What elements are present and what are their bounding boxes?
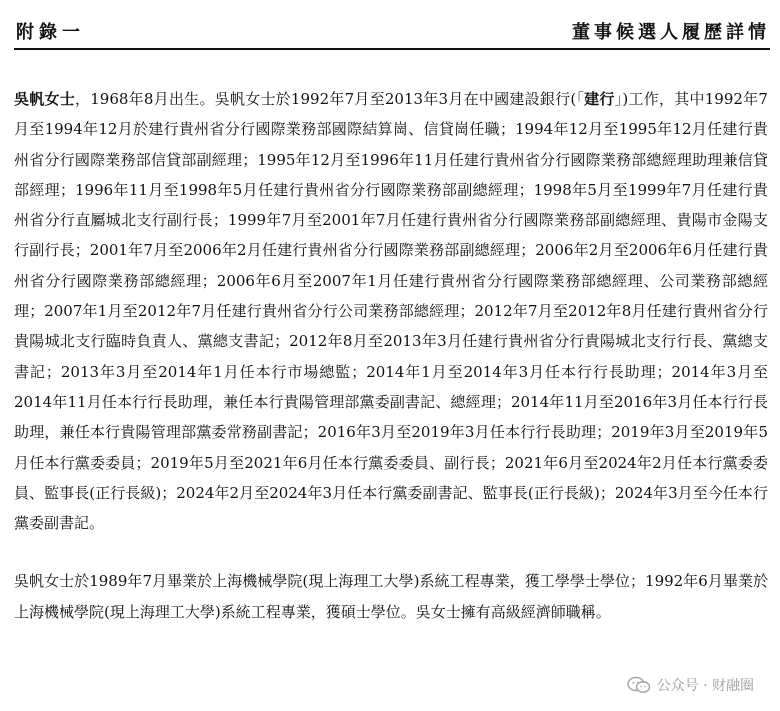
candidate-name: 吳帆女士 — [14, 90, 75, 108]
wechat-icon — [627, 676, 651, 694]
section-title: 董事候選人履歷詳情 — [572, 22, 770, 43]
document-body — [14, 84, 768, 627]
career-text-rest: 」)工作，其中1992年7月至1994年12月於建行貴州省分行國際業務部國際結算崗、信貸崗任職；1994年12月至1995年12月任建行貴州省分行國際業務部信貸部副經理；1995年12月至1996年11月任建行貴州省分行國際業務部總經理助理兼信貸部經理；1996年11月至1998年5月任建行貴州省分行國際業務部副總經理；1998年5月至1999年7月任建行貴州省分行直屬城北支行副行長；1999年7月至2001年7月任建行貴州省分行國際業務部副總經理、貴陽市金陽支行副行長；2001年7月至2006年2月任建行貴州省分行國際業務部副總經理；2006年2月至2006年6月任建行貴州省分行國際業務部總經理；2006年6月至2007年1月任建行貴州省分行國際業務部總經理、公司業務部總經理；2007年1月至2012年7月任建行貴州省分行公司業務部總經理；2012年7月至2012年8月任建行貴州省分行貴陽城北支行臨時負責人、黨總支書記；2012年8月至2013年3月任建行貴州省分行貴陽城北支行行長、黨總支書記；2013年3月至2014年1月任本行市場總監；2014年1月至2014年3月任本行行長助理；2014年3月至2014年11月任本行行長助理，兼任本行貴陽管理部黨委副書記、總經理；2014年11月至2016年3月任本行行長助理，兼任本行貴陽管理部黨委常務副書記；2016年3月至2019年3月任本行行長助理；2019年3月至2019年5月任本行黨委委員；2019年5月至2021年6月任本行黨委委員、副行長；2021年6月至2024年2月任本行黨委委員、監事長(正行長級)；2024年2月至2024年3月任本行黨委副書記、監事長(正行長級)；2024年3月至今任本行黨委副書記。 — [14, 90, 768, 533]
watermark-text: 公众号 · 财融圈 — [656, 678, 754, 694]
bio-paragraph-education: 吳帆女士於1989年7月畢業於上海機械學院(現上海理工大學)系統工程專業，獲工學學士學位；1992年6月畢業於上海機械學院(現上海理工大學)系統工程專業，獲碩士學位。吳女士擁有高級經濟師職稱。 — [14, 572, 768, 621]
career-text-start: ，1968年8月出生。吳帆女士於1992年7月至2013年3月在中國建設銀行(「 — [75, 90, 585, 108]
appendix-label: 附錄一 — [16, 22, 85, 43]
defined-term-ccb: 建行 — [584, 90, 615, 108]
page-header — [14, 12, 770, 50]
watermark — [625, 671, 756, 699]
bio-paragraph-career — [14, 84, 768, 538]
